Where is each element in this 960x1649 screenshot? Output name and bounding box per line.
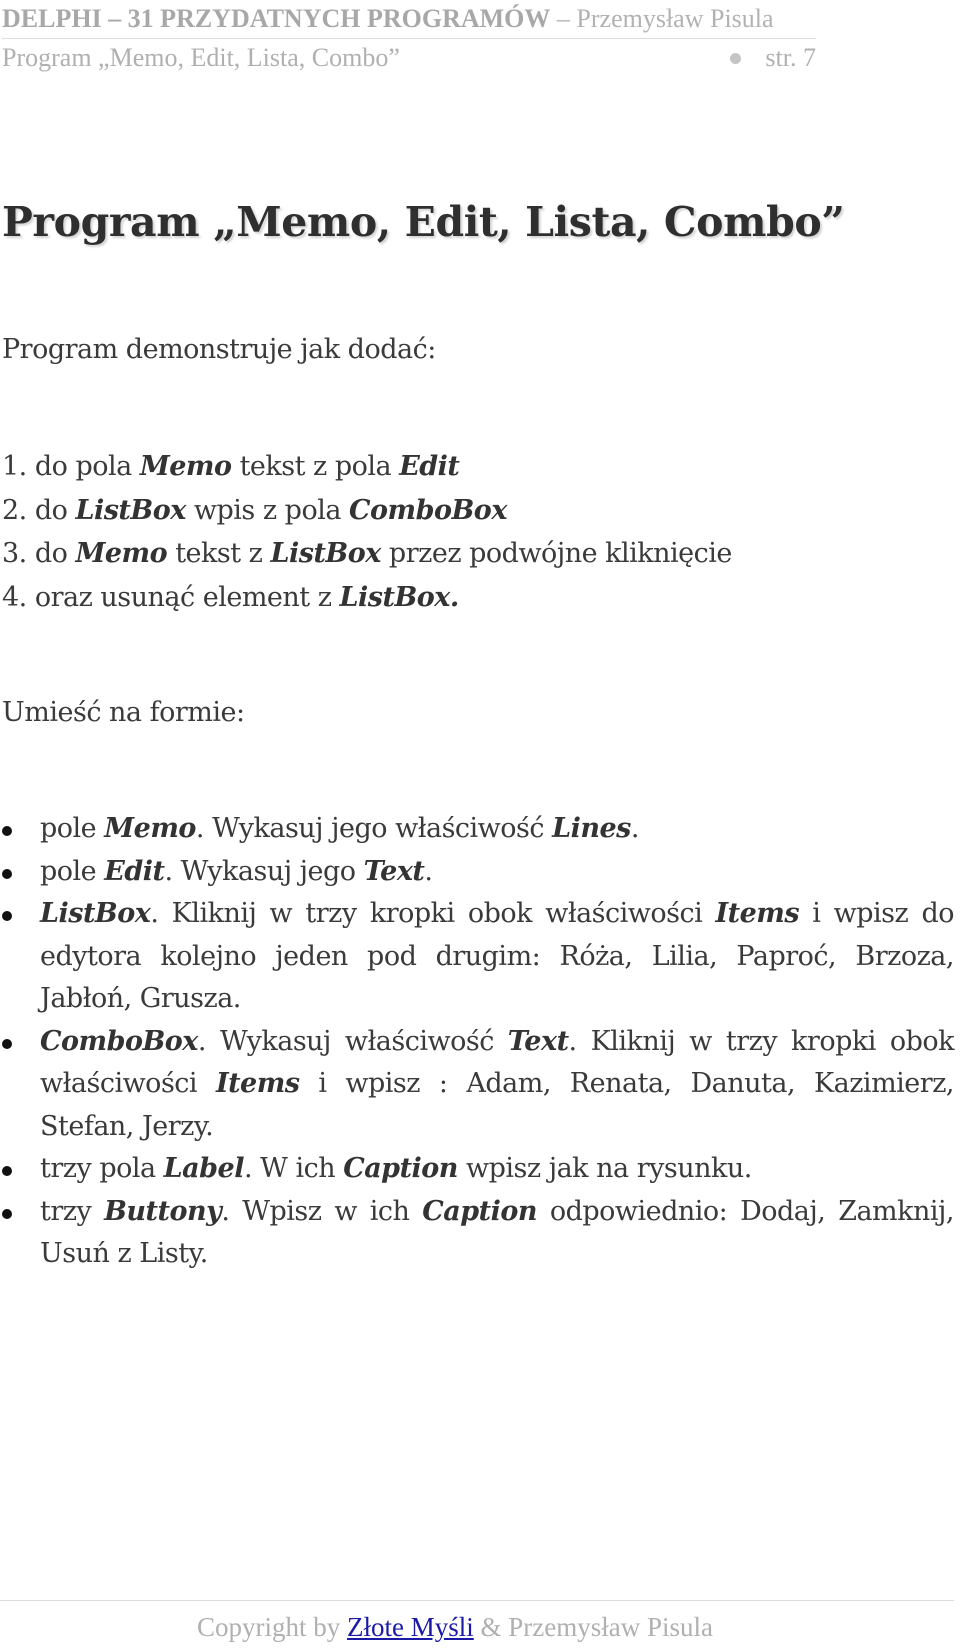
intro-text: Program demonstruje jak dodać: [2, 334, 436, 365]
header-author: Przemysław Pisula [576, 4, 774, 33]
bullet-icon [2, 826, 12, 836]
text: i wpisz do edytora kolejno jeden pod drugim: Róża, Lilia, Paproć, Brzoza, Jabłoń, Grusza. [40, 898, 954, 1014]
text: . Kliknij w trzy kropki obok właściwości [150, 898, 716, 929]
book-title: DELPHI – 31 PRZYDATNYCH PROGRAMÓW [2, 4, 551, 33]
page-title: Program „Memo, Edit, Lista, Combo” [2, 198, 845, 246]
chapter-name: Program „Memo, Edit, Lista, Combo” [2, 43, 400, 72]
text: 2. do [2, 494, 76, 526]
text: . Wykasuj jego [164, 855, 364, 887]
header-dash: – [550, 4, 577, 33]
keyword: ListBox [40, 898, 151, 929]
text: . [630, 813, 639, 844]
text: pole [40, 855, 105, 887]
place-intro-text: Umieść na formie: [2, 697, 245, 728]
keyword: Items [715, 898, 800, 929]
bullet-dot-icon [730, 53, 741, 64]
text: . Wykasuj jego właściwość [195, 813, 553, 844]
copyright-line [197, 1609, 713, 1645]
list-item [2, 576, 732, 620]
keyword: Edit [104, 855, 165, 887]
keyword: ListBox [75, 494, 186, 526]
text: wpis z pola [185, 494, 350, 526]
bullet-icon [2, 869, 12, 879]
text: . Wpisz w ich [221, 1195, 423, 1227]
bullet-icon [2, 911, 12, 921]
page-number: str. 7 [765, 43, 816, 72]
text: 1. do pola [2, 451, 140, 482]
keyword: Lines [552, 813, 631, 844]
text: wpisz jak na rysunku. [457, 1153, 752, 1184]
keyword: Memo [75, 538, 168, 569]
list-item [0, 1191, 954, 1276]
keyword: Label [163, 1153, 244, 1184]
list-item [0, 808, 954, 851]
text: 4. oraz usunąć element z [2, 581, 340, 613]
list-item [0, 851, 954, 894]
text: przez podwójne kliknięcie [380, 538, 732, 569]
bullet-icon [2, 1166, 12, 1176]
steps-list [2, 445, 732, 619]
keyword: Memo [104, 813, 196, 844]
text: . Kliknij w trzy kropki obok właściwości [40, 1025, 954, 1099]
text: 3. do [2, 538, 76, 569]
keyword: Caption [422, 1195, 537, 1227]
keyword: Buttony [104, 1195, 222, 1227]
running-header [2, 4, 816, 39]
text: pole [40, 813, 105, 844]
list-item [0, 1148, 954, 1191]
bullet-icon [2, 1209, 12, 1219]
list-item [2, 532, 732, 576]
chapter-line [2, 39, 816, 77]
bullet-icon [2, 1039, 12, 1049]
list-item [0, 893, 954, 1021]
keyword: ListBox [270, 538, 381, 569]
text: . Wykasuj właściwość [197, 1025, 508, 1057]
list-item [0, 1021, 954, 1149]
keyword: ListBox. [339, 581, 459, 613]
text: tekst z pola [231, 451, 400, 482]
text: trzy pola [40, 1153, 164, 1184]
keyword: ComboBox [349, 494, 507, 526]
components-list [0, 808, 954, 1276]
keyword: Edit [399, 451, 460, 482]
keyword: Text [507, 1025, 569, 1057]
page-header [2, 4, 816, 77]
text: i wpisz : Adam, Renata, Danuta, Kazimierz, Stefan, Jerzy. [40, 1068, 954, 1142]
text: . W ich [243, 1153, 344, 1184]
text: tekst z [167, 538, 271, 569]
page-footer [0, 1600, 954, 1649]
text: trzy [40, 1195, 105, 1227]
list-item [2, 489, 732, 533]
keyword: ComboBox [40, 1025, 198, 1057]
text: odpowiednio: Dodaj, Zamknij, Usuń z Listy. [40, 1195, 954, 1269]
keyword: Items [215, 1068, 300, 1099]
keyword: Memo [139, 451, 232, 482]
copyright-suffix: & Przemysław Pisula [473, 1612, 713, 1642]
list-item [2, 445, 732, 489]
copyright-prefix: Copyright by [197, 1612, 348, 1642]
page-number-group [730, 39, 816, 77]
text: . [424, 855, 433, 887]
publisher-link[interactable]: Złote Myśli [347, 1612, 474, 1642]
keyword: Caption [343, 1153, 458, 1184]
keyword: Text [363, 855, 425, 887]
